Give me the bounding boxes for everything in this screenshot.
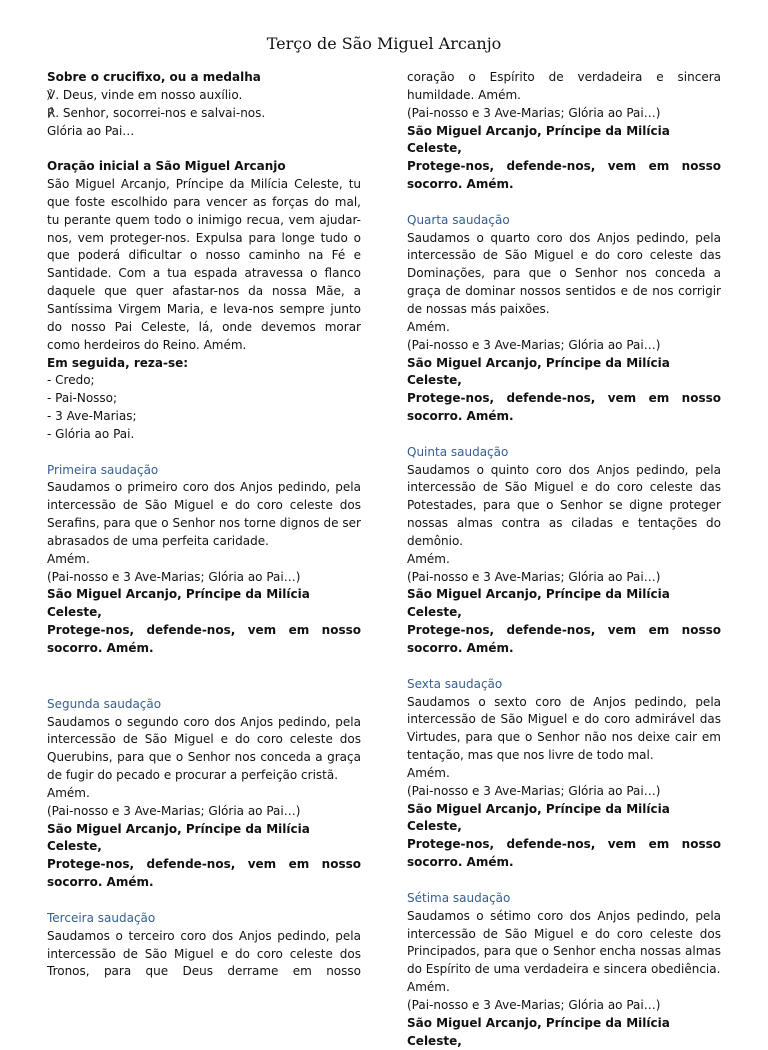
invocation-line: Protege-nos, defende-nos, vem em nosso socorro. Amém. — [47, 857, 361, 890]
amen-line: Amém. — [47, 551, 90, 566]
third-salutation-continuation: coração o Espírito de verdadeira e sincera humildade. Amém. — [407, 70, 721, 102]
response-text: Senhor, socorrei-nos e salvai-nos. — [59, 105, 266, 120]
crucifix-heading: Sobre o crucifixo, ou a medalha — [47, 70, 261, 84]
amen-line: Amém. — [407, 551, 450, 566]
fourth-salutation-heading: Quarta saudação — [407, 212, 510, 227]
amen-line: Amém. — [47, 785, 90, 800]
versicle-line — [47, 87, 361, 105]
invocation-line: São Miguel Arcanjo, Príncipe da Milícia Celeste, — [407, 587, 670, 620]
versicle-text: Deus, vinde em nosso auxílio. — [59, 87, 243, 102]
prayer-instruction: (Pai-nosso e 3 Ave-Marias; Glória ao Pai…) — [407, 337, 661, 352]
invocation-line: Protege-nos, defende-nos, vem em nosso socorro. Amém. — [407, 391, 721, 424]
prayer-instruction: (Pai-nosso e 3 Ave-Marias; Glória ao Pai…) — [407, 569, 661, 584]
invocation-line: São Miguel Arcanjo, Príncipe da Milícia Celeste, — [407, 123, 670, 156]
prayer-instruction: (Pai-nosso e 3 Ave-Marias; Glória ao Pai…) — [407, 783, 661, 798]
then-pray-label: Em seguida, reza-se: — [47, 355, 189, 370]
left-column — [47, 69, 361, 981]
second-salutation-heading: Segunda saudação — [47, 696, 162, 711]
prayer-list-item: - Pai-Nosso; — [47, 391, 118, 406]
page-title: Terço de São Miguel Arcanjo — [266, 34, 502, 53]
invocation-line: São Miguel Arcanjo, Príncipe da Milícia Celeste, — [47, 821, 310, 854]
prayer-instruction: (Pai-nosso e 3 Ave-Marias; Glória ao Pai…) — [47, 803, 301, 818]
initial-prayer-text: São Miguel Arcanjo, Príncipe da Milícia Celeste, tu que foste escolhido para vencer as forças do mal, tu perante quem todo o inimigo recua, vem ajudar-nos, vem proteger-nos. Expulsa para longe tudo o que poderá dificultar o nosso caminho na Fé e Santidade. Com a tua espada atravessa o flanco daquele que quer afastar-nos da nossa Mãe, a Santíssima Virgem Maria, e leva-nos sempre junto do nosso Pai Celeste, lá, onde devemos morar como herdeiros do Reino. Amém. — [47, 177, 361, 352]
invocation-line: Protege-nos, defende-nos, vem em nosso socorro. Amém. — [47, 623, 361, 655]
gloria-line: Glória ao Pai… — [47, 123, 135, 138]
third-salutation-text: Saudamos o terceiro coro dos Anjos pedindo, pela intercessão de São Miguel e do coro celeste dos Tronos, para que Deus derrame em nosso — [47, 928, 361, 979]
first-salutation-heading: Primeira saudação — [47, 462, 159, 477]
right-column — [407, 69, 721, 1050]
invocation-line: São Miguel Arcanjo, Príncipe da Milícia Celeste, — [47, 587, 310, 620]
prayer-instruction: (Pai-nosso e 3 Ave-Marias; Glória ao Pai…) — [407, 105, 661, 120]
first-salutation-text: Saudamos o primeiro coro dos Anjos pedindo, pela intercessão de São Miguel e do coro celeste dos Serafins, para que o Senhor nos torne dignos de ser abrasados de uma perfeita caridade. — [47, 480, 361, 548]
fifth-salutation-heading: Quinta saudação — [407, 444, 509, 459]
response-mark: ℟. — [47, 105, 60, 120]
amen-line: Amém. — [407, 319, 450, 334]
invocation-line: Protege-nos, defende-nos, vem em nosso socorro. Amém. — [407, 159, 721, 192]
invocation-line: São Miguel Arcanjo, Príncipe da Milícia Celeste, — [407, 801, 670, 834]
seventh-salutation-heading: Sétima saudação — [407, 890, 511, 905]
invocation-line: São Miguel Arcanjo, Príncipe da Milícia Celeste, — [407, 355, 670, 388]
prayer-instruction: (Pai-nosso e 3 Ave-Marias; Glória ao Pai…) — [407, 997, 661, 1012]
sixth-salutation-heading: Sexta saudação — [407, 676, 503, 691]
seventh-salutation-text: Saudamos o sétimo coro dos Anjos pedindo, pela intercessão de São Miguel e do coro celeste dos Principados, para que o Senhor encha nossas almas do Espírito de uma verdadeira e sincera obediência. — [407, 908, 721, 977]
initial-prayer-heading: Oração inicial a São Miguel Arcanjo — [47, 159, 286, 174]
prayer-list-item: - 3 Ave-Marias; — [47, 409, 137, 424]
versicle-mark: ℣. — [47, 87, 60, 102]
invocation-line: Protege-nos, defende-nos, vem em nosso socorro. Amém. — [407, 837, 721, 870]
prayer-list-item: - Glória ao Pai. — [47, 426, 135, 441]
amen-line: Amém. — [407, 765, 450, 780]
response-line — [47, 105, 361, 123]
amen-line: Amém. — [407, 980, 450, 995]
fourth-salutation-text: Saudamos o quarto coro dos Anjos pedindo, pela intercessão de São Miguel e do coro celeste das Dominações, para que o Senhor nos conceda a graça de dominar nossos sentidos e de nos corrigir de nossas más paixões. — [407, 230, 721, 316]
third-salutation-heading: Terceira saudação — [47, 910, 156, 925]
fifth-salutation-text: Saudamos o quinto coro dos Anjos pedindo, pela intercessão de São Miguel e do coro celeste das Potestades, para que o Senhor se digne proteger nossas almas contra as ciladas e tentações do demônio. — [407, 462, 721, 548]
second-salutation-text: Saudamos o segundo coro dos Anjos pedindo, pela intercessão de São Miguel e do coro celeste dos Querubins, para que o Senhor nos conceda a graça de fugir do pecado e procurar a perfeição cristã. — [47, 714, 361, 783]
sixth-salutation-text: Saudamos o sexto coro de Anjos pedindo, pela intercessão de São Miguel e do coro admirável das Virtudes, para que o Senhor não nos deixe cair em tentação, mas que nos livre de todo mal. — [407, 694, 721, 763]
prayer-list-item: - Credo; — [47, 373, 95, 388]
invocation-line: Protege-nos, defende-nos, vem em nosso socorro. Amém. — [407, 623, 721, 655]
invocation-line: São Miguel Arcanjo, Príncipe da Milícia Celeste, — [407, 1015, 670, 1048]
prayer-instruction: (Pai-nosso e 3 Ave-Marias; Glória ao Pai…) — [47, 569, 301, 584]
